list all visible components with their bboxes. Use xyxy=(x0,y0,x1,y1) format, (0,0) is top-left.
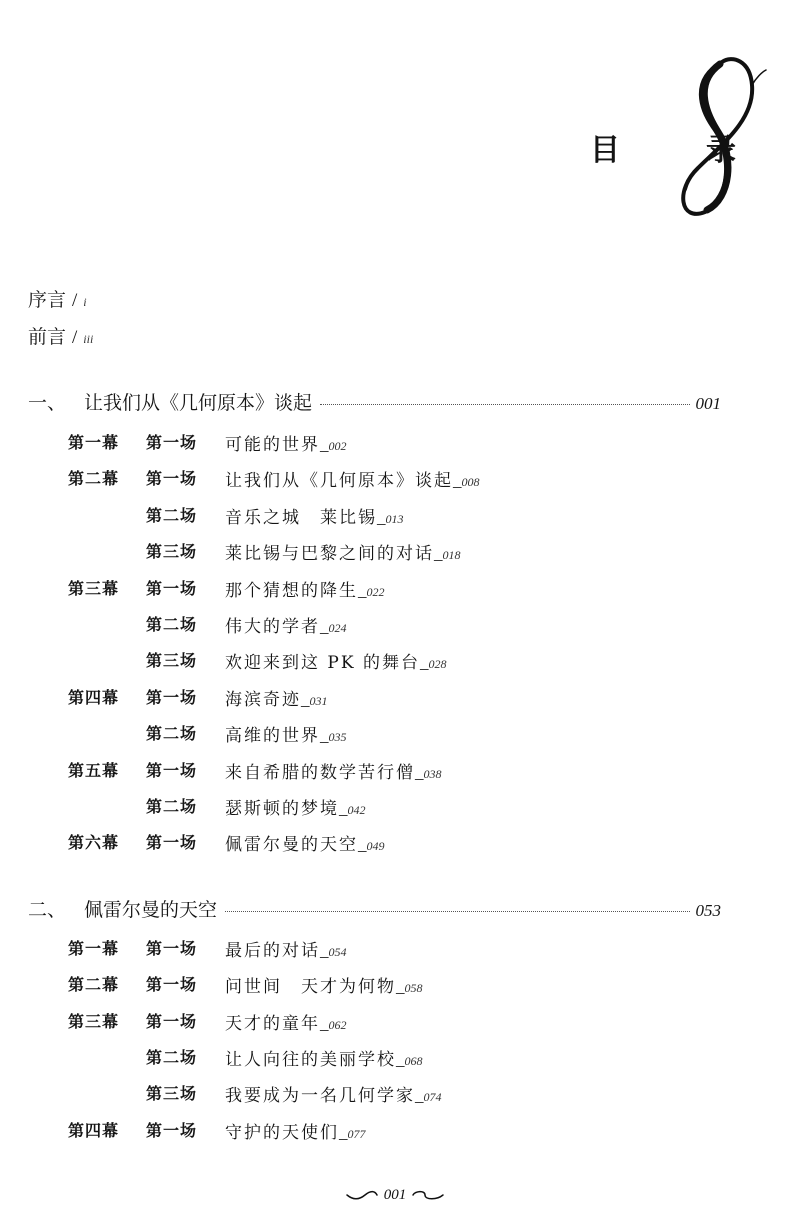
page-separator: _ xyxy=(358,835,367,854)
chapter-number: 二、 xyxy=(28,899,67,921)
scene-page: 062 xyxy=(328,1018,347,1032)
scene-page: 074 xyxy=(423,1090,442,1104)
page-separator: _ xyxy=(339,799,348,818)
front-label: 前言 xyxy=(28,326,67,348)
page-footer xyxy=(0,1185,790,1204)
scene-label: 第一场 xyxy=(146,433,198,452)
act-label: 第二幕 xyxy=(68,975,120,994)
scene-title: 让我们从《几何原本》谈起 xyxy=(225,471,453,491)
scene-label: 第二场 xyxy=(146,1048,198,1067)
scene-page: 018 xyxy=(442,548,461,562)
scene-page: 038 xyxy=(423,767,442,781)
scene-page: 028 xyxy=(428,657,447,671)
page-separator: _ xyxy=(301,690,310,709)
page-title: 目 录 xyxy=(590,133,764,168)
scene-label: 第三场 xyxy=(146,651,198,670)
page-separator: _ xyxy=(419,653,429,672)
scene-page: 013 xyxy=(385,512,404,526)
act-label: 第五幕 xyxy=(68,761,120,780)
page-separator: _ xyxy=(320,1014,329,1033)
page-separator: _ xyxy=(320,617,329,636)
scene-page: 035 xyxy=(328,730,347,744)
leader-dots xyxy=(225,910,689,912)
chapter-title: 佩雷尔曼的天空 xyxy=(84,899,218,921)
scene-label: 第一场 xyxy=(146,1121,198,1140)
scene-page: 024 xyxy=(328,621,347,635)
swirl-icon xyxy=(411,1189,445,1201)
scene-page: 068 xyxy=(404,1054,423,1068)
scene-label: 第一场 xyxy=(146,975,198,994)
page-separator: _ xyxy=(320,726,329,745)
front-separator: / xyxy=(72,290,78,311)
act-label: 第二幕 xyxy=(68,469,120,488)
footer-page-number: 001 xyxy=(383,1187,407,1203)
front-matter-foreword[interactable] xyxy=(28,322,93,349)
scene-page: 077 xyxy=(347,1127,366,1141)
page-separator: _ xyxy=(358,581,367,600)
act-label: 第三幕 xyxy=(68,1012,120,1031)
scene-label: 第一场 xyxy=(146,469,198,488)
scene-title: 最后的对话 xyxy=(225,941,320,961)
scene-page: 031 xyxy=(309,694,328,708)
page-separator: _ xyxy=(320,435,329,454)
page-separator: _ xyxy=(415,1086,424,1105)
scene-page: 042 xyxy=(347,803,366,817)
scene-label: 第三场 xyxy=(146,542,198,561)
chapter-page: 001 xyxy=(695,394,721,413)
swirl-icon xyxy=(345,1189,379,1201)
chapter-title: 让我们从《几何原本》谈起 xyxy=(84,392,313,414)
front-page: iii xyxy=(83,332,94,346)
scene-title: 欢迎来到这 PK 的舞台 xyxy=(225,653,420,673)
scene-label: 第三场 xyxy=(146,1084,198,1103)
scene-page: 008 xyxy=(461,475,480,489)
scene-title: 守护的天使们 xyxy=(225,1123,339,1143)
scene-label: 第二场 xyxy=(146,506,198,525)
chapter-1-heading[interactable] xyxy=(28,388,721,415)
front-label: 序言 xyxy=(28,289,67,311)
act-label: 第一幕 xyxy=(68,939,120,958)
scene-title: 佩雷尔曼的天空 xyxy=(225,835,358,855)
page-separator: _ xyxy=(377,508,386,527)
chapter-2-heading[interactable] xyxy=(28,895,721,922)
scene-page: 049 xyxy=(366,839,385,853)
scene-title: 可能的世界 xyxy=(225,435,320,455)
scene-title: 伟大的学者 xyxy=(225,617,320,637)
act-label: 第一幕 xyxy=(68,433,120,452)
scene-page: 022 xyxy=(366,585,385,599)
page-separator: _ xyxy=(320,941,329,960)
act-label: 第四幕 xyxy=(68,1121,120,1140)
scene-title: 问世间 天才为何物 xyxy=(225,977,396,997)
scene-label: 第一场 xyxy=(146,1012,198,1031)
chapter-number: 一、 xyxy=(28,392,67,414)
page-separator: _ xyxy=(415,763,424,782)
scene-title: 瑟斯顿的梦境 xyxy=(225,799,339,819)
act-label: 第三幕 xyxy=(68,579,120,598)
scene-label: 第一场 xyxy=(146,688,198,707)
scene-title: 我要成为一名几何学家 xyxy=(225,1086,415,1106)
scene-title: 来自希腊的数学苦行僧 xyxy=(225,763,415,783)
scene-label: 第一场 xyxy=(146,579,198,598)
scene-label: 第二场 xyxy=(146,724,198,743)
scene-title: 那个猜想的降生 xyxy=(225,581,358,601)
scene-title: 海滨奇迹 xyxy=(225,690,301,710)
front-page: i xyxy=(83,295,87,309)
scene-label: 第一场 xyxy=(146,939,198,958)
scene-label: 第二场 xyxy=(146,797,198,816)
act-label: 第四幕 xyxy=(68,688,120,707)
scene-page: 058 xyxy=(404,981,423,995)
page-separator: _ xyxy=(396,977,405,996)
scene-page: 054 xyxy=(328,945,347,959)
scene-title: 让人向往的美丽学校 xyxy=(225,1050,396,1070)
leader-dots xyxy=(320,403,689,405)
front-separator: / xyxy=(72,327,78,348)
scene-title: 天才的童年 xyxy=(225,1014,320,1034)
front-matter-preface[interactable] xyxy=(28,285,87,312)
flourish-icon xyxy=(660,50,770,225)
page-separator: _ xyxy=(453,471,462,490)
scene-label: 第二场 xyxy=(146,615,198,634)
scene-label: 第一场 xyxy=(146,761,198,780)
page-separator: _ xyxy=(339,1123,348,1142)
page-separator: _ xyxy=(434,544,443,563)
scene-title: 音乐之城 莱比锡 xyxy=(225,508,377,528)
scene-page: 002 xyxy=(328,439,347,453)
act-label: 第六幕 xyxy=(68,833,120,852)
scene-label: 第一场 xyxy=(146,833,198,852)
scene-title: 高维的世界 xyxy=(225,726,320,746)
page-separator: _ xyxy=(396,1050,405,1069)
scene-title: 莱比锡与巴黎之间的对话 xyxy=(225,544,434,564)
chapter-page: 053 xyxy=(695,901,721,920)
